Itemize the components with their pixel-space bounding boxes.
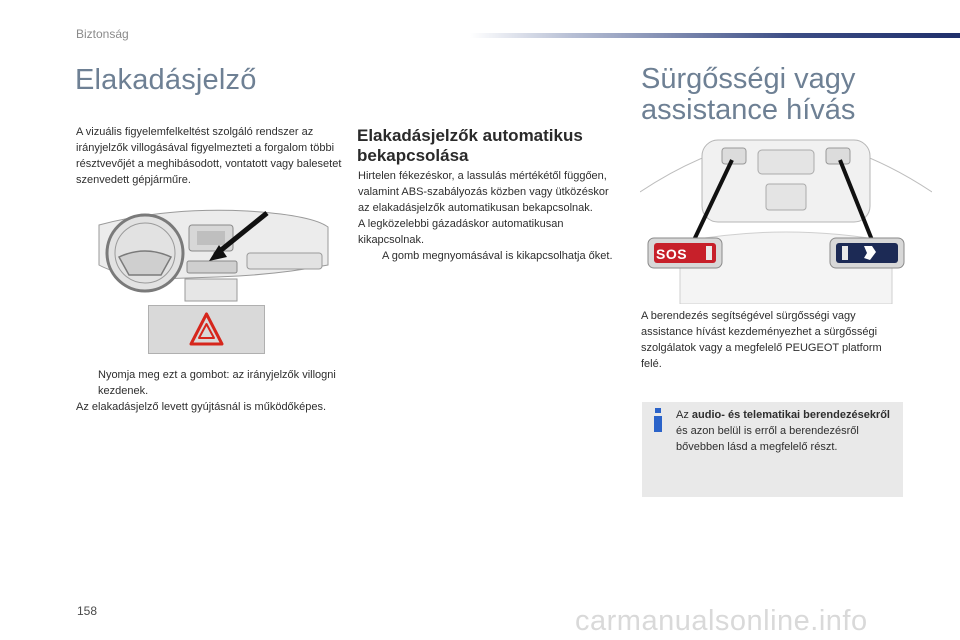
section-label: Biztonság xyxy=(76,27,129,41)
auto-hazard-p2: A legközelebbi gázadáskor automatikusan kikapcsolnak. xyxy=(358,218,564,246)
auto-hazard-body xyxy=(358,168,618,264)
bullet-mark xyxy=(358,248,382,264)
dashboard-illustration xyxy=(97,205,330,305)
bullet-mark xyxy=(76,367,98,399)
header-accent-bar xyxy=(470,33,960,38)
auto-hazard-title: Elakadásjelzők automatikus bekapcsolása xyxy=(357,126,583,165)
hazard-button-illustration xyxy=(148,305,265,354)
hazard-bullet-text: Nyomja meg ezt a gombot: az irányjelzők villogni kezdenek. xyxy=(98,369,336,397)
watermark: carmanualsonline.info xyxy=(575,605,868,637)
hazard-title: Elakadásjelző xyxy=(75,64,257,96)
hazard-intro: A vizuális figyelemfelkeltést szolgáló rendszer az irányjelzők villogásával figyelmezteti a forgalom többi résztvevőjét a meghibásodott, vontatott vagy balesetet szenvedett gépjárműre. xyxy=(76,126,342,186)
hazard-bullet xyxy=(76,367,346,399)
page-number: 158 xyxy=(77,604,98,618)
emergency-call-title: Sürgősségi vagy assistance hívás xyxy=(641,63,856,126)
info-icon xyxy=(652,408,664,430)
info-bold: audio- és telematikai berendezésekről xyxy=(691,409,890,421)
emergency-call-body: A berendezés segítségével sürgősségi vagy assistance hívást kezdeményezhet a sürgősségi szolgálatok vagy a megfelelő PEUGEOT platform felé. xyxy=(641,310,882,370)
info-box xyxy=(642,402,903,497)
auto-hazard-p1: Hirtelen fékezéskor, a lassulás mértékétől függően, valamint ABS-szabályozás közben vagy ütközéskor az elakadásjelzők automatikusan bekapcsolnak. xyxy=(358,170,609,214)
sos-assistance-illustration xyxy=(640,132,932,304)
info-text: Az audio- és telematikai berendezésekről és azon belül is erről a berendezésről bővebben lásd a megfelelő részt. xyxy=(676,409,890,453)
hazard-note: Az elakadásjelző levett gyújtásnál is működőképes. xyxy=(76,401,327,413)
hazard-instructions xyxy=(76,367,346,415)
sos-label: SOS xyxy=(656,246,688,262)
auto-hazard-bullet-text: A gomb megnyomásával is kikapcsolhatja őket. xyxy=(382,250,613,262)
auto-hazard-bullet xyxy=(358,248,618,264)
